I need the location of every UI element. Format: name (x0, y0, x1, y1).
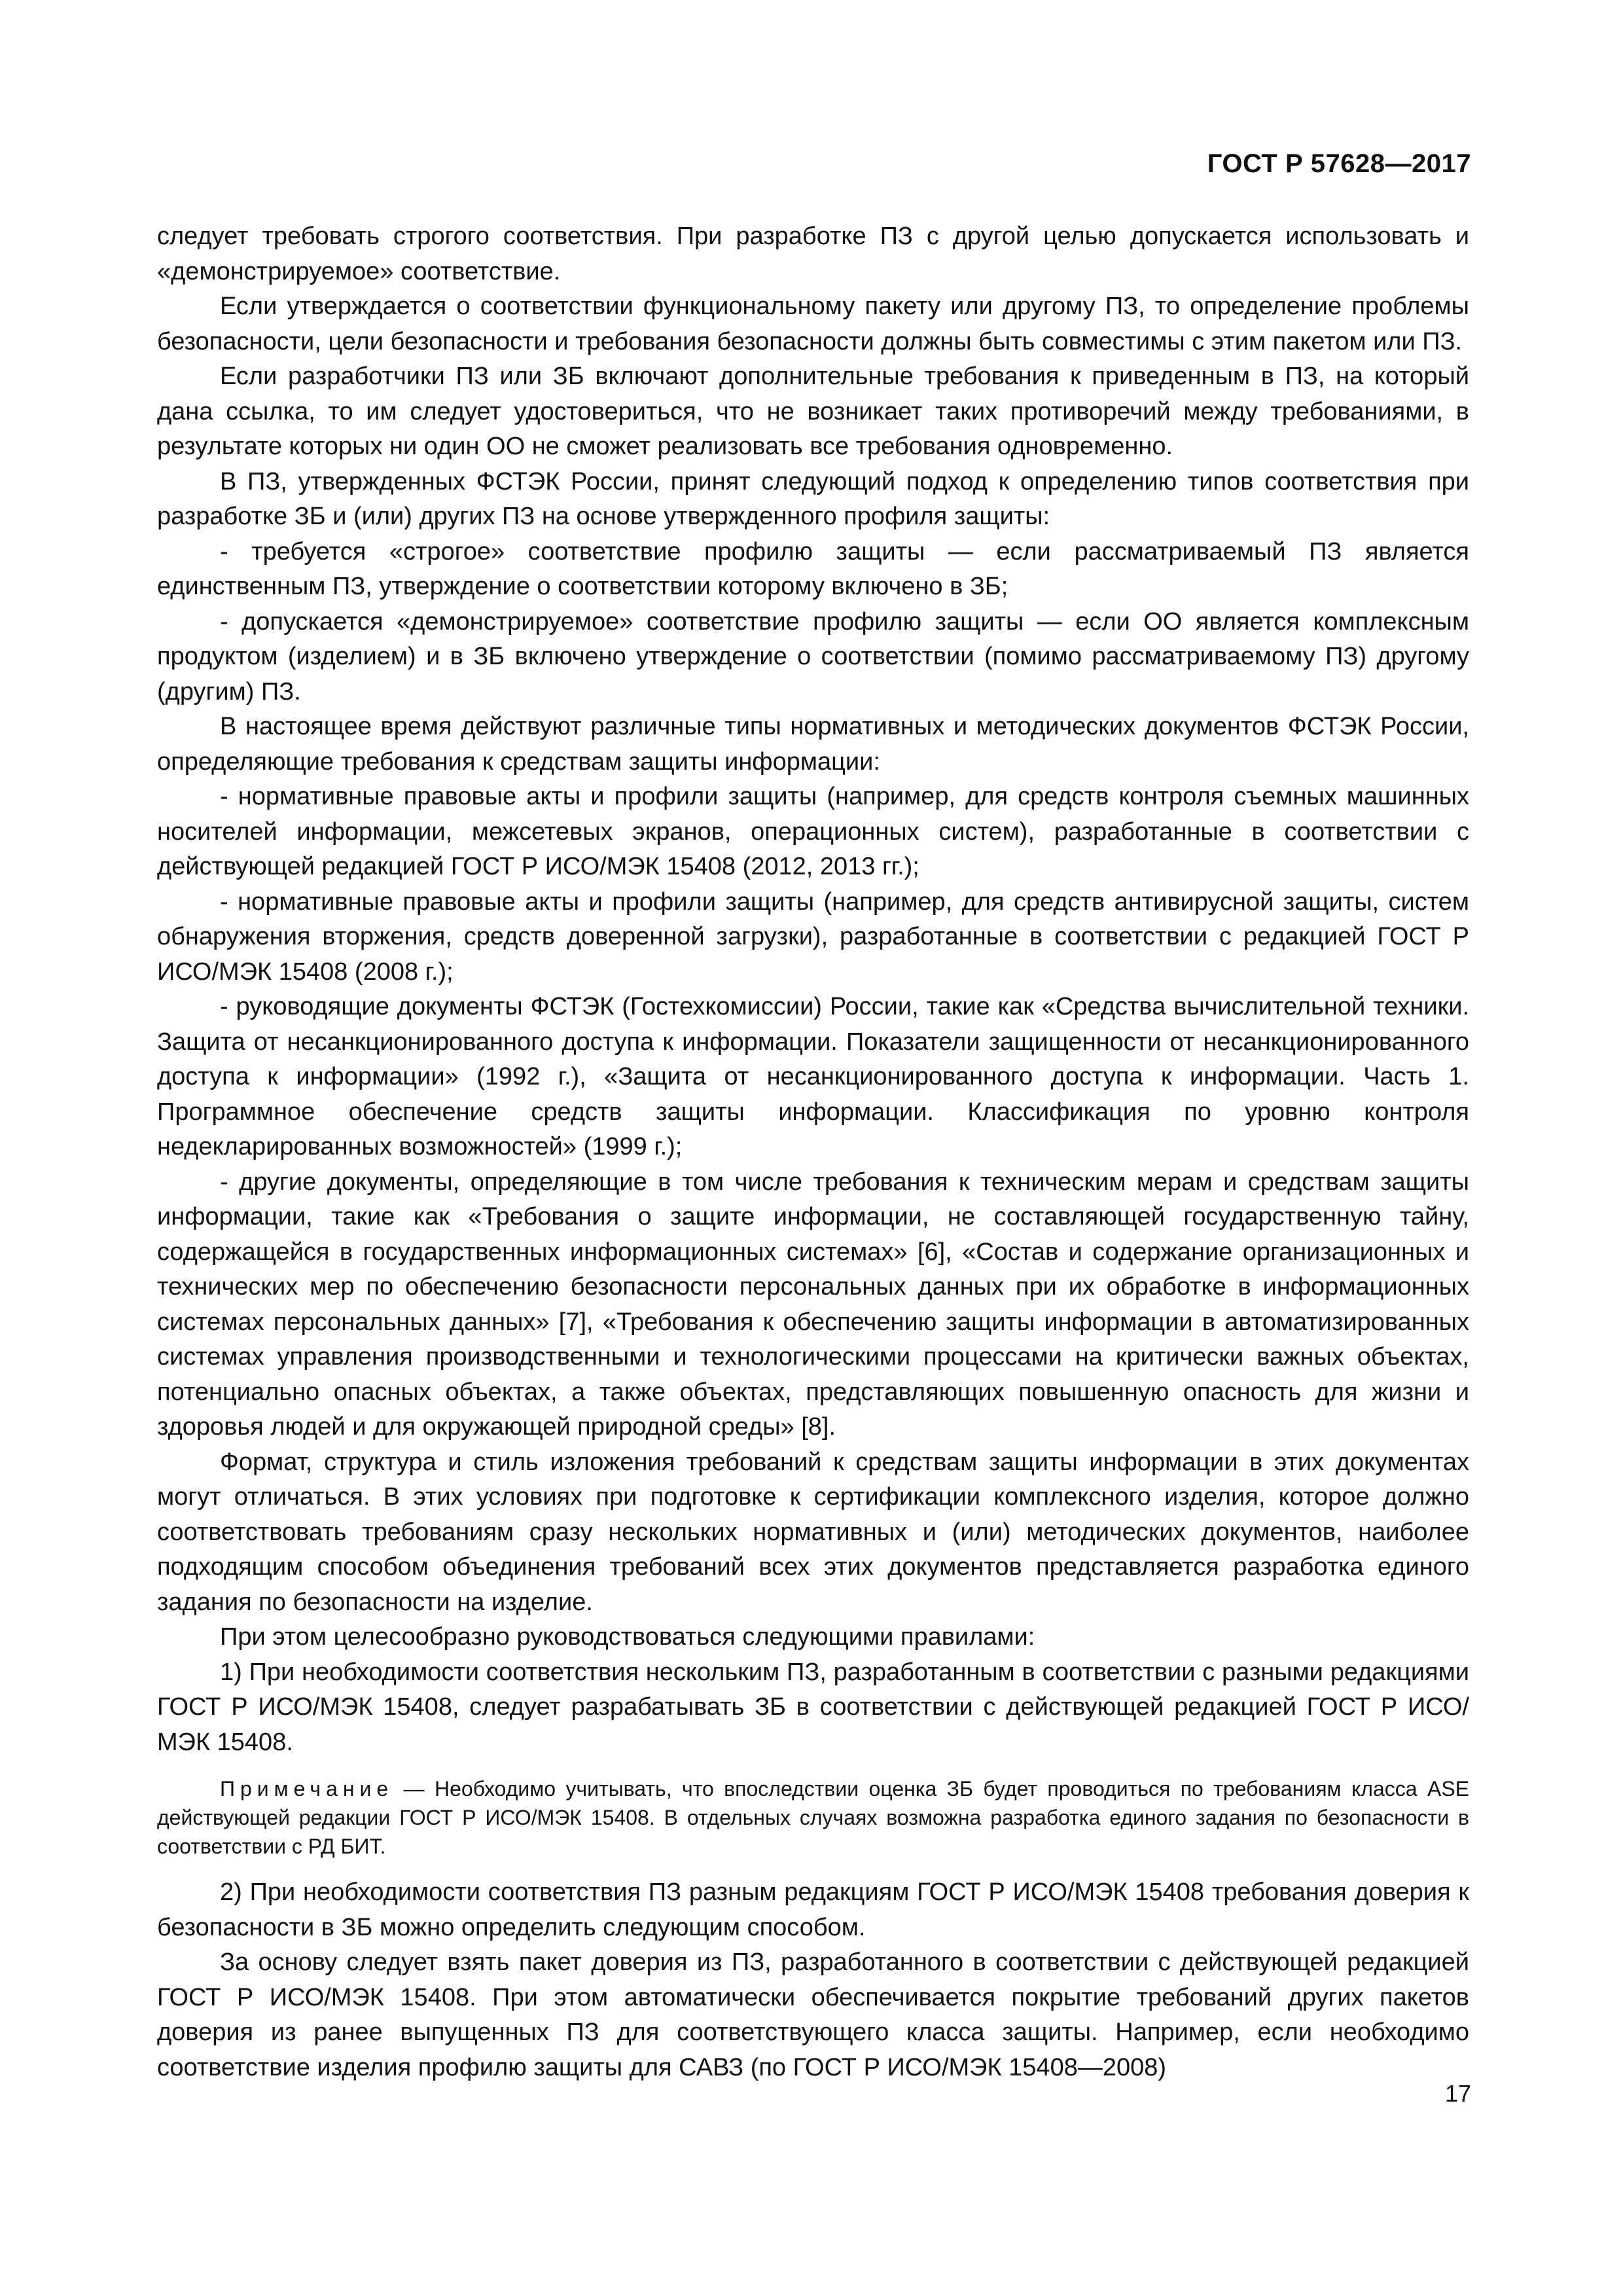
list-item: - руководящие документы ФСТЭК (Гостехкомиссии) России, такие как «Средства вычислительной техники. Защита от несанкционированного доступа к информации. Показатели защищенности от несанкционированного доступа к информации» (1992 г.), «Защита от несанкционированного доступа к информации. Часть 1. Программное обеспечение средств защиты информации. Классификация по уровню контроля недекларированных возможностей» (1999 г.); (157, 993, 1469, 1160)
note-text: — Необходимо учитывать, что впоследствии оценка ЗБ будет проводиться по требованиям класса ASE действующей редакции ГОСТ Р ИСО/МЭК 15408. В отдельных случаях возможна разработка единого задания по безопасности в соответствии с РД БИТ. (157, 1777, 1469, 1858)
numbered-rule: 1) При необходимости соответствия нескольким ПЗ, разработанным в соответствии с разными редакциями ГОСТ Р ИСО/МЭК 15408, следует разрабатывать ЗБ в соответствии с действующей редакцией ГОСТ Р ИСО/МЭК 15408. (157, 1658, 1469, 1756)
list-item: - требуется «строгое» соответствие профилю защиты — если рассматриваемый ПЗ является единственным ПЗ, утверждение о соответствии которому включено в ЗБ; (157, 537, 1469, 600)
document-header-id: ГОСТ Р 57628—2017 (1207, 149, 1471, 178)
paragraph: За основу следует взять пакет доверия из ПЗ, разработанного в соответствии с действующей редакцией ГОСТ Р ИСО/МЭК 15408. При этом автоматически обеспечивается покрытие требований других пакетов доверия из ранее выпущенных ПЗ для соответствующего класса защиты. Например, если необходимо соответствие изделия профилю защиты для САВЗ (по ГОСТ Р ИСО/МЭК 15408—2008) (157, 1948, 1469, 2081)
paragraph: Если разработчики ПЗ или ЗБ включают дополнительные требования к приведенным в ПЗ, на который дана ссылка, то им следует удостовериться, что не возникает таких противоречий между требованиями, в результате которых ни один ОО не сможет реализовать все требования одновременно. (157, 363, 1469, 460)
list-item: - нормативные правовые акты и профили защиты (например, для средств антивирусной защиты, систем обнаружения вторжения, средств доверенной загрузки), разработанные в соответствии с редакцией ГОСТ Р ИСО/МЭК 15408 (2008 г.); (157, 888, 1469, 986)
numbered-rule: 2) При необходимости соответствия ПЗ разным редакциям ГОСТ Р ИСО/МЭК 15408 требования доверия к безопасности в ЗБ можно определить следующим способом. (157, 1878, 1469, 1941)
paragraph: При этом целесообразно руководствоваться следующими правилами: (220, 1623, 1035, 1651)
list-item: - нормативные правовые акты и профили защиты (например, для средств контроля съемных машинных носителей информации, межсетевых экранов, операционных систем), разработанные в соответствии с действующей редакцией ГОСТ Р ИСО/МЭК 15408 (2012, 2013 гг.); (157, 783, 1469, 880)
list-item: - допускается «демонстрируемое» соответствие профилю защиты — если ОО является комплексным продуктом (изделием) и в ЗБ включено утверждение о соответствии (помимо рассматриваемому ПЗ) другому (другим) ПЗ. (157, 607, 1469, 706)
paragraph: Формат, структура и стиль изложения требований к средствам защиты информации в этих документах могут отличаться. В этих условиях при подготовке к сертификации комплексного изделия, которое должно соответствовать требованиям сразу нескольких нормативных и (или) методических документов, наиболее подходящим способом объединения требований всех этих документов представляется разработка единого задания по безопасности на изделие. (157, 1448, 1469, 1616)
note-block (157, 1774, 1469, 1861)
page-number: 17 (1444, 2080, 1471, 2107)
paragraph: В ПЗ, утвержденных ФСТЭК России, принят следующий подход к определению типов соответствия при разработке ЗБ и (или) других ПЗ на основе утвержденного профиля защиты: (157, 467, 1469, 530)
paragraph: Если утверждается о соответствии функциональному пакету или другому ПЗ, то определение проблемы безопасности, цели безопасности и требования безопасности должны быть совместимы с этим пакетом или ПЗ. (157, 293, 1469, 355)
list-item: - другие документы, определяющие в том числе требования к техническим мерам и средствам защиты информации, такие как «Требования о защите информации, не составляющей государственную тайну, содержащейся в государственных информационных системах» [6], «Состав и содержание организационных и технических мер по обеспечению безопасности персональных данных при их обработке в информационных системах персональных данных» [7], «Требования к обеспечению защиты информации в автоматизированных системах управления производственными и технологическими процессами на критически важных объектах, потенциально опасных объектах, а также объектах, представляющих повышенную опасность для жизни и здоровья людей и для окружающей природной среды» [8]. (157, 1168, 1469, 1441)
paragraph: В настоящее время действуют различные типы нормативных и методических документов ФСТЭК России, определяющие требования к средствам защиты информации: (157, 713, 1469, 776)
note-label: Примечание (220, 1777, 394, 1801)
document-body (157, 219, 1469, 2085)
paragraph: следует требовать строгого соответствия. При разработке ПЗ с другой целью допускается использовать и «демонстрируемое» соответствие. (157, 223, 1469, 285)
